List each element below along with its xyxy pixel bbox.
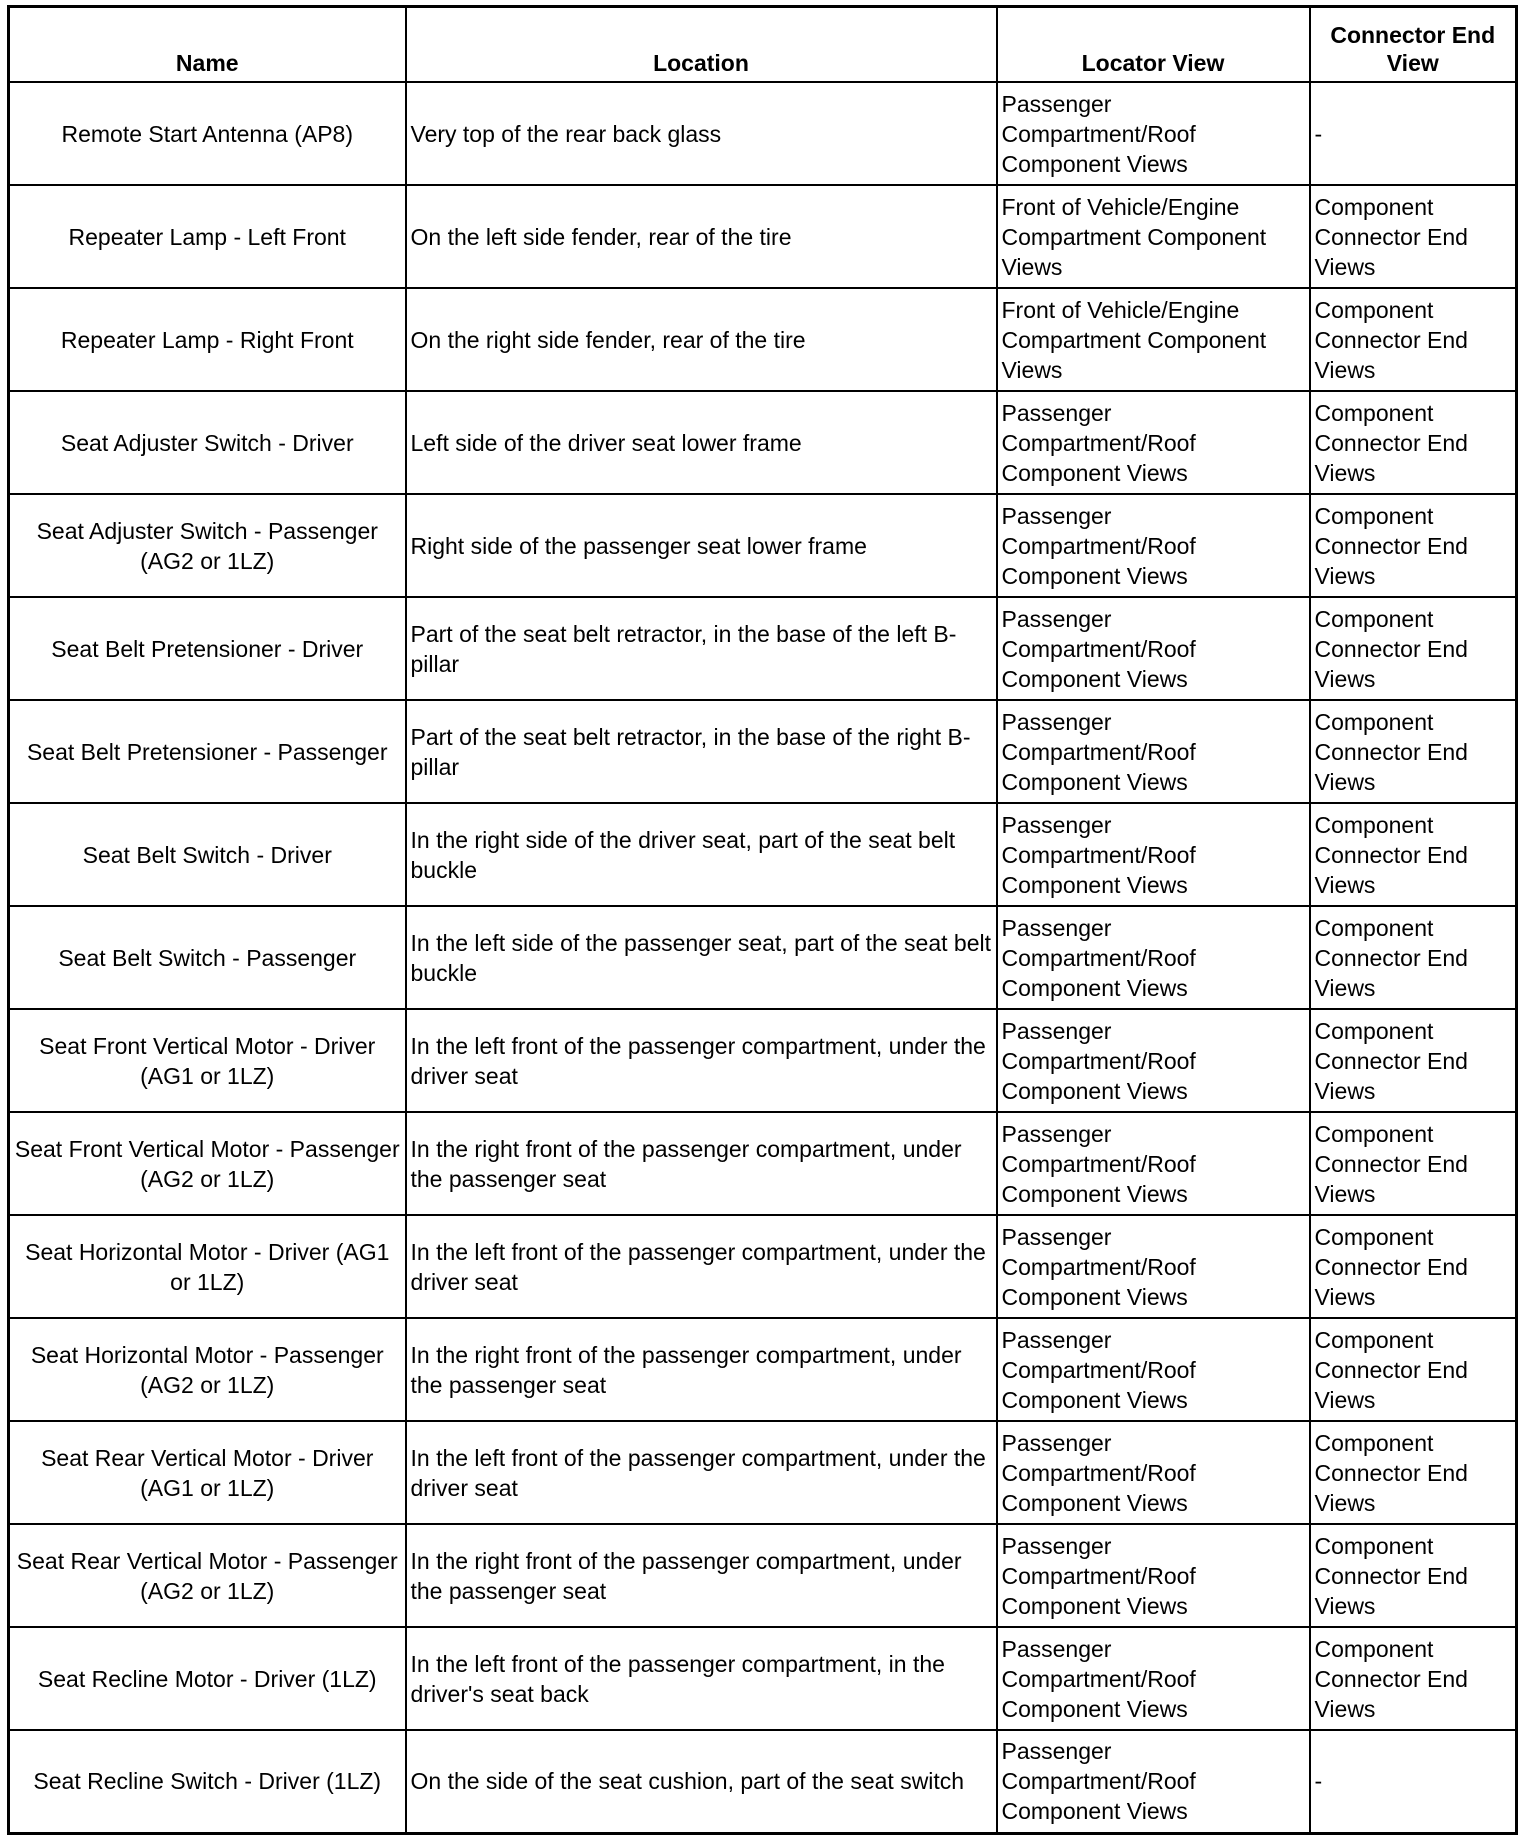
cell-connector-end-view: Component Connector End Views — [1310, 1215, 1517, 1318]
cell-locator-view: Passenger Compartment/Roof Component Views — [997, 700, 1310, 803]
header-row — [9, 7, 1517, 83]
cell-name: Seat Front Vertical Motor - Passenger (AG2 or 1LZ) — [9, 1112, 406, 1215]
cell-name: Seat Belt Switch - Passenger — [9, 906, 406, 1009]
cell-location: On the side of the seat cushion, part of the seat switch — [406, 1730, 997, 1833]
cell-location: Right side of the passenger seat lower frame — [406, 494, 997, 597]
cell-location: On the right side fender, rear of the tire — [406, 288, 997, 391]
table-row — [9, 906, 1517, 1009]
table-row — [9, 1009, 1517, 1112]
cell-name: Seat Recline Motor - Driver (1LZ) — [9, 1627, 406, 1730]
table-row — [9, 1524, 1517, 1627]
cell-connector-end-view: - — [1310, 1730, 1517, 1833]
cell-name: Remote Start Antenna (AP8) — [9, 82, 406, 185]
cell-connector-end-view: Component Connector End Views — [1310, 288, 1517, 391]
header-locator-view: Locator View — [997, 7, 1310, 83]
cell-location: In the right front of the passenger compartment, under the passenger seat — [406, 1318, 997, 1421]
cell-name: Seat Recline Switch - Driver (1LZ) — [9, 1730, 406, 1833]
cell-locator-view: Passenger Compartment/Roof Component Views — [997, 1215, 1310, 1318]
cell-name: Seat Adjuster Switch - Passenger (AG2 or 1LZ) — [9, 494, 406, 597]
cell-location: Part of the seat belt retractor, in the base of the right B-pillar — [406, 700, 997, 803]
cell-name: Seat Horizontal Motor - Driver (AG1 or 1LZ) — [9, 1215, 406, 1318]
table-row — [9, 1730, 1517, 1833]
cell-location: In the left front of the passenger compartment, under the driver seat — [406, 1421, 997, 1524]
cell-connector-end-view: - — [1310, 82, 1517, 185]
table-row — [9, 1318, 1517, 1421]
cell-location: In the right side of the driver seat, part of the seat belt buckle — [406, 803, 997, 906]
cell-location: Very top of the rear back glass — [406, 82, 997, 185]
table-row — [9, 1421, 1517, 1524]
cell-name: Repeater Lamp - Left Front — [9, 185, 406, 288]
cell-locator-view: Front of Vehicle/Engine Compartment Component Views — [997, 288, 1310, 391]
cell-name: Seat Belt Switch - Driver — [9, 803, 406, 906]
cell-connector-end-view: Component Connector End Views — [1310, 1524, 1517, 1627]
cell-location: In the left side of the passenger seat, part of the seat belt buckle — [406, 906, 997, 1009]
cell-name: Repeater Lamp - Right Front — [9, 288, 406, 391]
cell-location: Left side of the driver seat lower frame — [406, 391, 997, 494]
cell-locator-view: Passenger Compartment/Roof Component Views — [997, 1421, 1310, 1524]
cell-connector-end-view: Component Connector End Views — [1310, 1009, 1517, 1112]
cell-connector-end-view: Component Connector End Views — [1310, 700, 1517, 803]
cell-name: Seat Belt Pretensioner - Driver — [9, 597, 406, 700]
cell-connector-end-view: Component Connector End Views — [1310, 185, 1517, 288]
cell-connector-end-view: Component Connector End Views — [1310, 906, 1517, 1009]
cell-locator-view: Passenger Compartment/Roof Component Views — [997, 906, 1310, 1009]
cell-location: In the right front of the passenger compartment, under the passenger seat — [406, 1112, 997, 1215]
cell-locator-view: Front of Vehicle/Engine Compartment Component Views — [997, 185, 1310, 288]
table-row — [9, 185, 1517, 288]
cell-locator-view: Passenger Compartment/Roof Component Views — [997, 1627, 1310, 1730]
cell-name: Seat Horizontal Motor - Passenger (AG2 or 1LZ) — [9, 1318, 406, 1421]
cell-location: In the right front of the passenger compartment, under the passenger seat — [406, 1524, 997, 1627]
cell-name: Seat Front Vertical Motor - Driver (AG1 or 1LZ) — [9, 1009, 406, 1112]
table-row — [9, 494, 1517, 597]
cell-connector-end-view: Component Connector End Views — [1310, 803, 1517, 906]
cell-locator-view: Passenger Compartment/Roof Component Views — [997, 1112, 1310, 1215]
cell-location: On the left side fender, rear of the tire — [406, 185, 997, 288]
cell-locator-view: Passenger Compartment/Roof Component Views — [997, 82, 1310, 185]
cell-connector-end-view: Component Connector End Views — [1310, 391, 1517, 494]
table-row — [9, 288, 1517, 391]
cell-locator-view: Passenger Compartment/Roof Component Views — [997, 597, 1310, 700]
table-row — [9, 82, 1517, 185]
cell-locator-view: Passenger Compartment/Roof Component Views — [997, 803, 1310, 906]
cell-name: Seat Rear Vertical Motor - Driver (AG1 or 1LZ) — [9, 1421, 406, 1524]
table-row — [9, 1112, 1517, 1215]
component-location-table — [7, 5, 1518, 1835]
table-row — [9, 391, 1517, 494]
cell-name: Seat Adjuster Switch - Driver — [9, 391, 406, 494]
cell-locator-view: Passenger Compartment/Roof Component Views — [997, 1730, 1310, 1833]
cell-locator-view: Passenger Compartment/Roof Component Views — [997, 391, 1310, 494]
table-row — [9, 597, 1517, 700]
cell-locator-view: Passenger Compartment/Roof Component Views — [997, 494, 1310, 597]
table-row — [9, 700, 1517, 803]
cell-location: In the left front of the passenger compartment, under the driver seat — [406, 1009, 997, 1112]
cell-connector-end-view: Component Connector End Views — [1310, 1421, 1517, 1524]
header-connector-end-view: Connector End View — [1310, 7, 1517, 83]
cell-location: Part of the seat belt retractor, in the base of the left B-pillar — [406, 597, 997, 700]
cell-locator-view: Passenger Compartment/Roof Component Views — [997, 1524, 1310, 1627]
header-name: Name — [9, 7, 406, 83]
cell-connector-end-view: Component Connector End Views — [1310, 1627, 1517, 1730]
table-row — [9, 1215, 1517, 1318]
cell-locator-view: Passenger Compartment/Roof Component Views — [997, 1009, 1310, 1112]
cell-name: Seat Rear Vertical Motor - Passenger (AG2 or 1LZ) — [9, 1524, 406, 1627]
table-row — [9, 803, 1517, 906]
cell-name: Seat Belt Pretensioner - Passenger — [9, 700, 406, 803]
cell-connector-end-view: Component Connector End Views — [1310, 1318, 1517, 1421]
header-location: Location — [406, 7, 997, 83]
cell-connector-end-view: Component Connector End Views — [1310, 1112, 1517, 1215]
cell-locator-view: Passenger Compartment/Roof Component Views — [997, 1318, 1310, 1421]
cell-connector-end-view: Component Connector End Views — [1310, 494, 1517, 597]
cell-location: In the left front of the passenger compartment, in the driver's seat back — [406, 1627, 997, 1730]
cell-location: In the left front of the passenger compartment, under the driver seat — [406, 1215, 997, 1318]
table-row — [9, 1627, 1517, 1730]
cell-connector-end-view: Component Connector End Views — [1310, 597, 1517, 700]
